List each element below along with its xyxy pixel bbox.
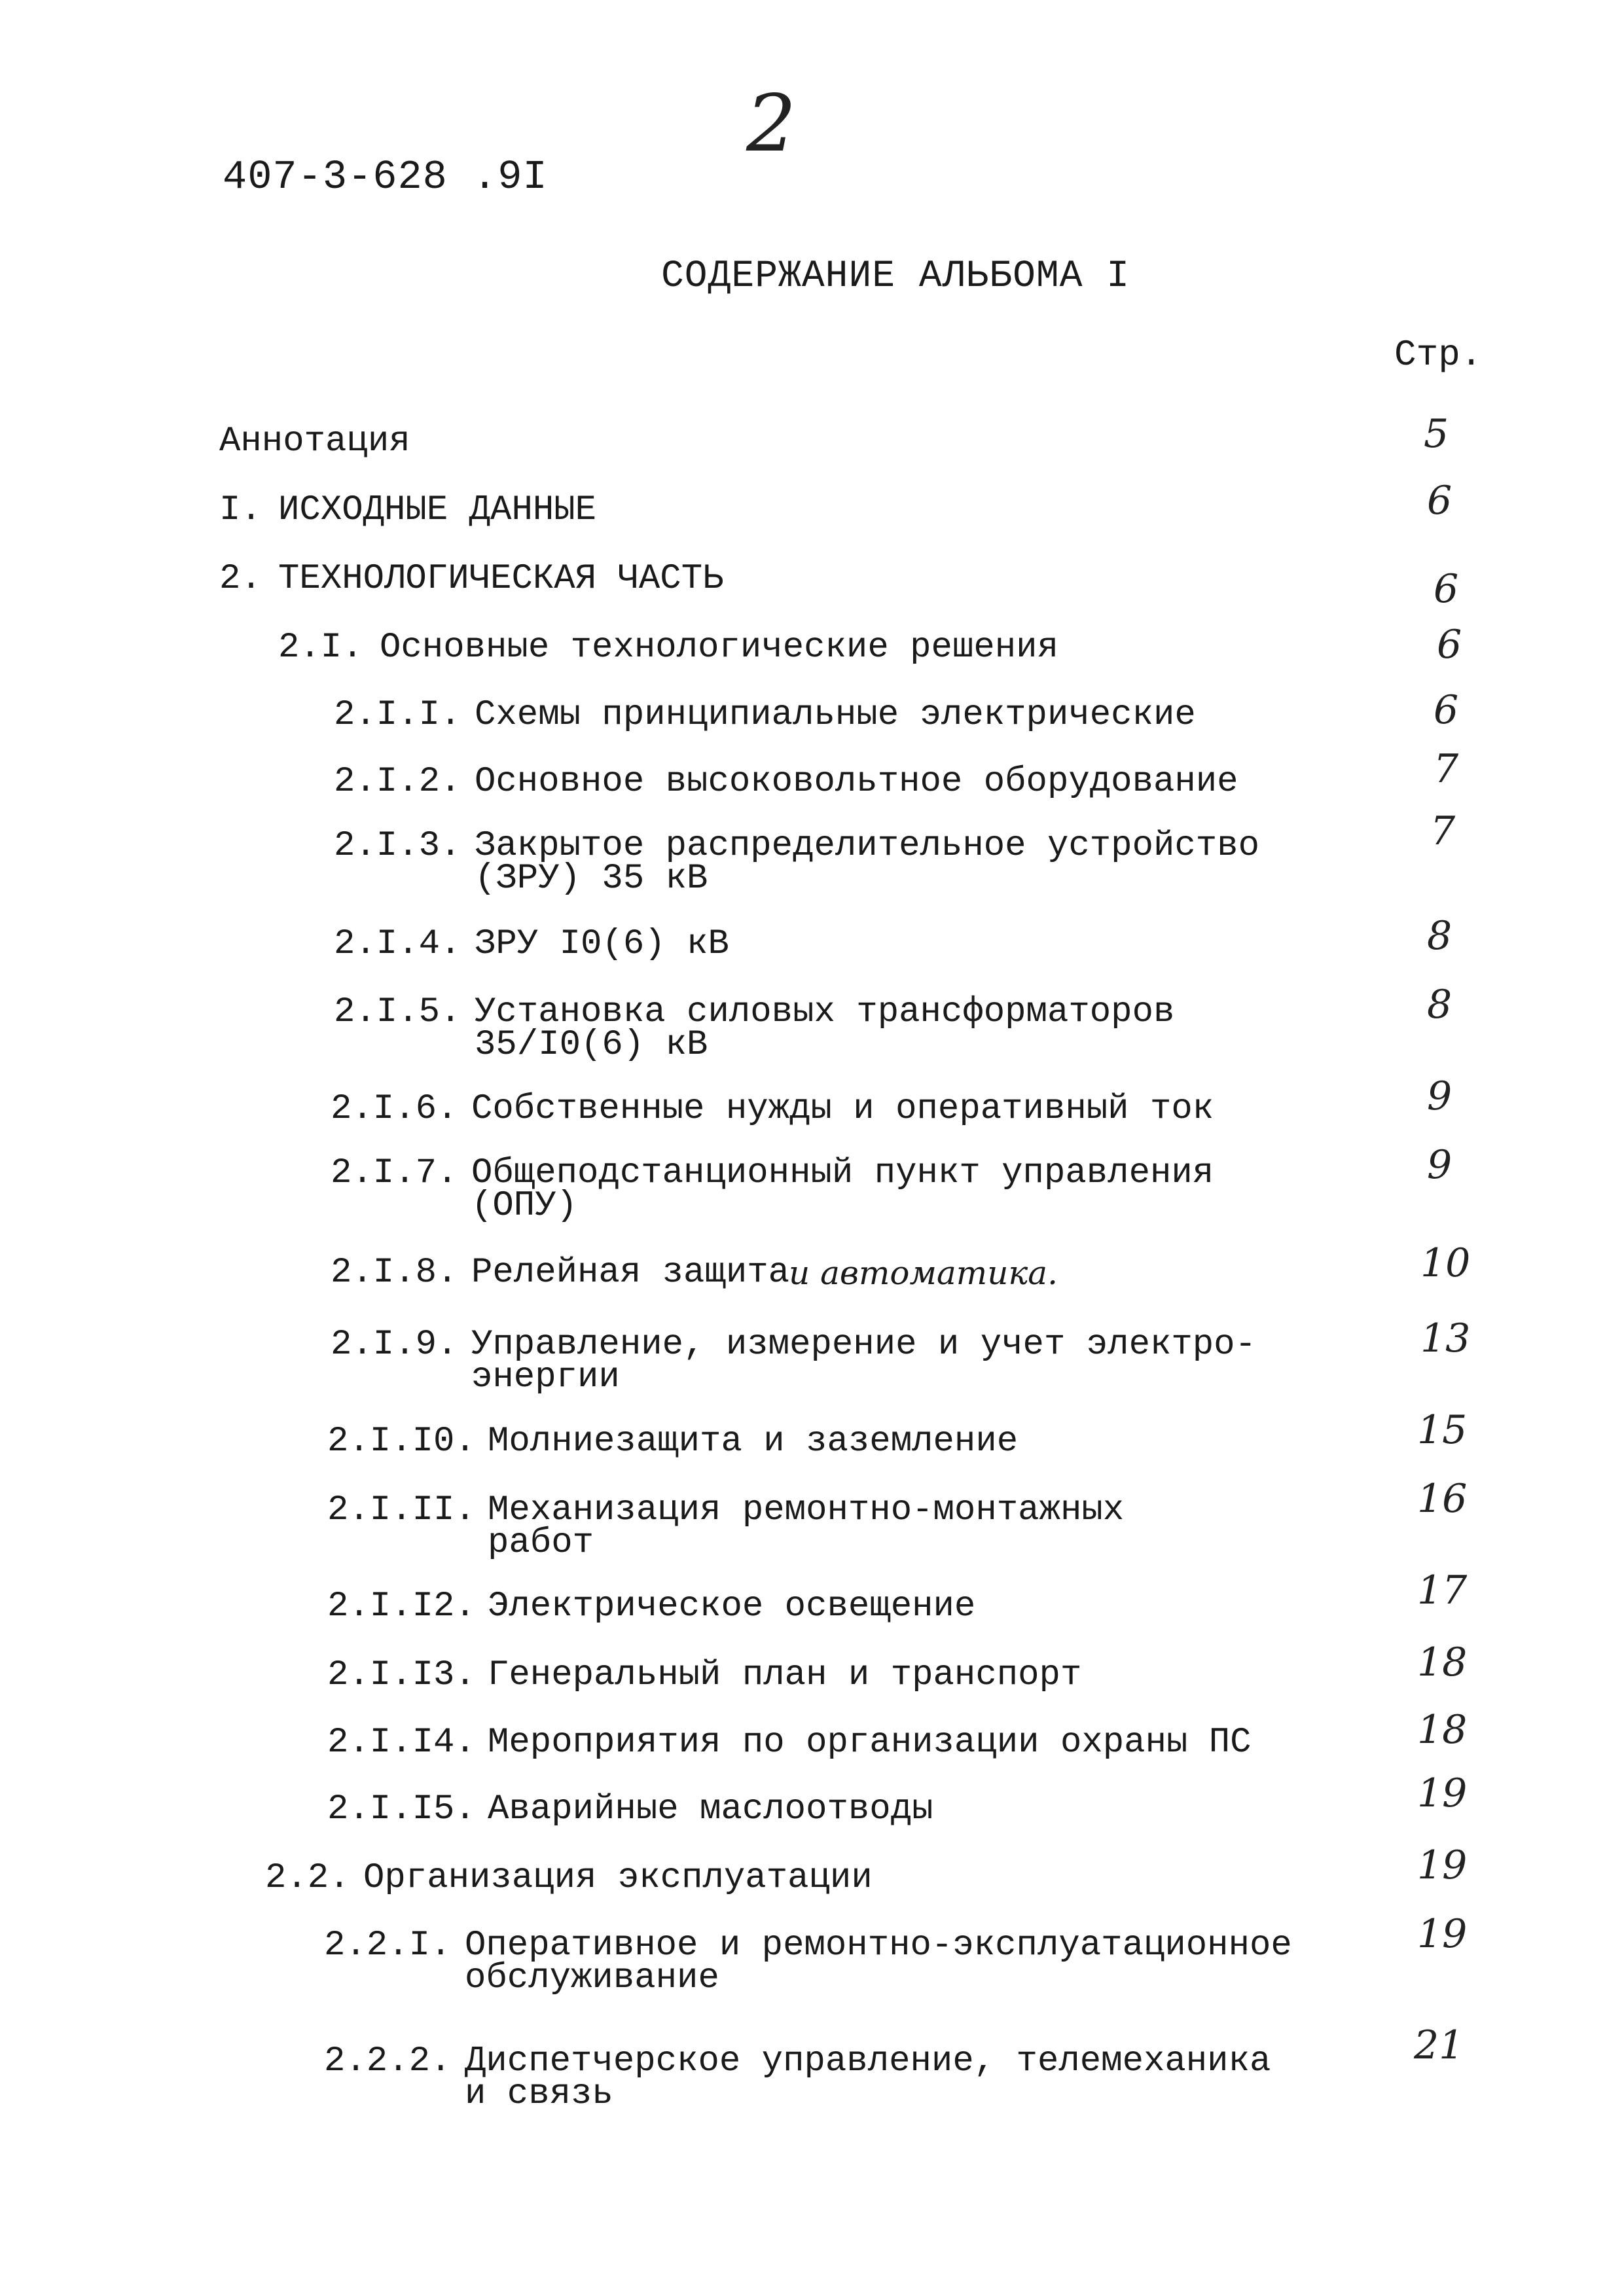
toc-item-text: Управление, измерение и учет электро- энергии xyxy=(471,1325,1256,1397)
toc-item-page: 8 xyxy=(1427,913,1453,959)
toc-item-text: Аннотация xyxy=(219,422,410,461)
toc-item-page: 9 xyxy=(1427,1142,1453,1188)
toc-item-number: 2.I.I2. xyxy=(327,1587,476,1626)
toc-item-page: 17 xyxy=(1417,1568,1468,1613)
toc-item-text: Основное высоковольтное оборудование xyxy=(475,762,1238,802)
toc-item-page: 18 xyxy=(1417,1707,1468,1753)
toc-item-text: Механизация ремонтно-монтажных работ xyxy=(488,1490,1125,1563)
toc-item-text: Релейная защита xyxy=(471,1253,790,1293)
toc-item-page: 16 xyxy=(1417,1476,1468,1522)
toc-item-number: 2.I.II. xyxy=(327,1490,476,1530)
toc-item-text: Диспетчерское управление, телемеханика и связь xyxy=(465,2041,1271,2114)
toc-item-text: Оперативное и ремонтно-эксплуатационное обслуживание xyxy=(465,1926,1292,1998)
toc-item-page: 10 xyxy=(1420,1240,1471,1286)
toc-item-number: 2.I.I5. xyxy=(327,1789,476,1829)
toc-item-number: 2.I. xyxy=(278,628,363,668)
toc-item-page: 19 xyxy=(1417,1770,1468,1816)
toc-item-number: 2.I.9. xyxy=(331,1325,458,1365)
toc-item-page: 21 xyxy=(1414,2022,1464,2068)
toc-item-text: Установка силовых трансформаторов 35/I0(6) кВ xyxy=(475,992,1175,1065)
toc-item-number: I. xyxy=(219,490,262,530)
toc-item-page: 5 xyxy=(1424,411,1449,457)
toc-item-number: 2.I.4. xyxy=(334,924,461,964)
toc-item-number: 2.2. xyxy=(265,1858,350,1898)
toc-item-text: ИСХОДНЫЕ ДАННЫЕ xyxy=(278,490,597,530)
toc-item-number: 2.I.I. xyxy=(334,695,461,735)
toc-item-page: 13 xyxy=(1420,1316,1471,1361)
toc-item-text: Организация эксплуатации xyxy=(363,1858,873,1898)
toc-item-page: 7 xyxy=(1430,808,1456,854)
handwritten-page-number: 2 xyxy=(746,79,797,170)
toc-item-page: 8 xyxy=(1427,982,1453,1028)
toc-item-number: 2.I.8. xyxy=(331,1253,458,1293)
toc-item-number: 2. xyxy=(219,559,262,599)
toc-item-page: 18 xyxy=(1417,1640,1468,1685)
toc-item-text: Аварийные маслоотводы xyxy=(488,1789,933,1829)
toc-item-text: Общеподстанционный пункт управления (ОПУ) xyxy=(471,1153,1214,1226)
toc-item-text: Молниезащита и заземление xyxy=(488,1422,1019,1462)
toc-item-page: 19 xyxy=(1417,1911,1468,1957)
toc-item-page: 6 xyxy=(1434,566,1459,612)
document-code: 407-3-628 .9I xyxy=(223,154,548,200)
toc-item-text: ТЕХНОЛОГИЧЕСКАЯ ЧАСТЬ xyxy=(278,559,724,599)
toc-item-number: 2.I.I4. xyxy=(327,1723,476,1763)
toc-item-page: 19 xyxy=(1417,1842,1468,1888)
toc-item-number: 2.2.I. xyxy=(324,1926,452,1965)
toc-item-page: 7 xyxy=(1434,746,1459,792)
toc-item-text: Мероприятия по организации охраны ПС xyxy=(488,1723,1252,1763)
toc-item-text: ЗРУ I0(6) кВ xyxy=(475,924,729,964)
toc-item-number: 2.I.I0. xyxy=(327,1422,476,1462)
toc-item-number: 2.I.3. xyxy=(334,826,461,866)
toc-item-page: 9 xyxy=(1427,1073,1453,1119)
toc-item-text: Основные технологические решения xyxy=(380,628,1058,668)
toc-item-number: 2.I.6. xyxy=(331,1089,458,1129)
toc-item-page: 6 xyxy=(1437,622,1462,668)
toc-item-text: Собственные нужды и оперативный ток xyxy=(471,1089,1214,1129)
page-title: СОДЕРЖАНИЕ АЛЬБОМА I xyxy=(661,255,1130,298)
toc-item-number: 2.I.2. xyxy=(334,762,461,802)
toc-item-text: Генеральный план и транспорт xyxy=(488,1655,1082,1695)
toc-item-number: 2.2.2. xyxy=(324,2041,452,2081)
toc-item-page: 6 xyxy=(1427,478,1453,524)
toc-item-text: Электрическое освещение xyxy=(488,1587,976,1626)
toc-item-text: Схемы принципиальные электрические xyxy=(475,695,1196,735)
toc-item-text: Закрытое распределительное устройство (ЗРУ) 35 кВ xyxy=(475,826,1259,899)
toc-item-number: 2.I.I3. xyxy=(327,1655,476,1695)
handwritten-addition: и автоматика. xyxy=(789,1254,1058,1292)
toc-item-number: 2.I.5. xyxy=(334,992,461,1032)
toc-item-number: 2.I.7. xyxy=(331,1153,458,1193)
toc-item-page: 15 xyxy=(1417,1407,1468,1453)
page-column-header: Стр. xyxy=(1394,334,1483,376)
toc-item-page: 6 xyxy=(1434,687,1459,733)
